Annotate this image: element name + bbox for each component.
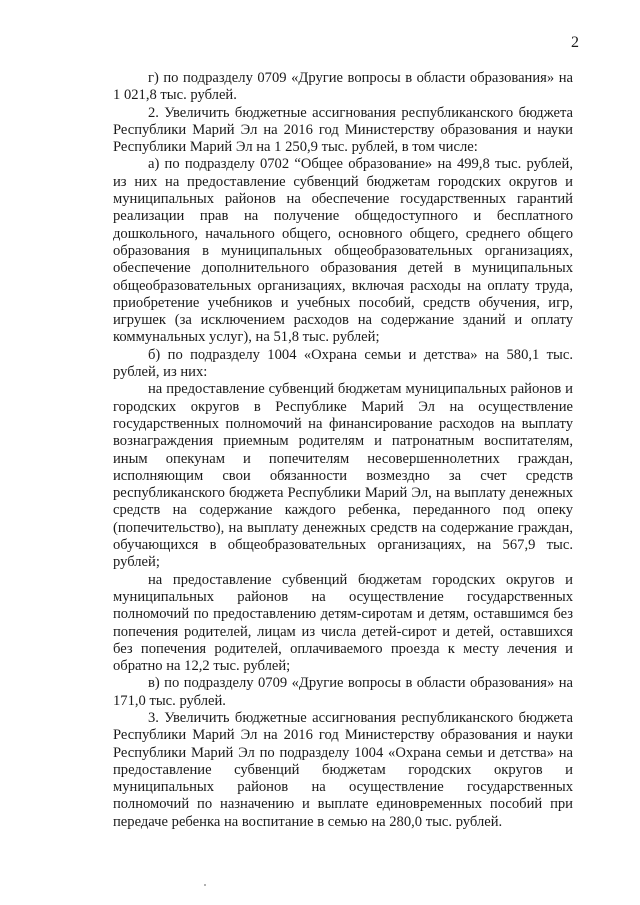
paragraph-item-b-1004: б) по подразделу 1004 «Охрана семьи и детства» на 580,1 тыс. рублей, из них: bbox=[113, 346, 573, 381]
scan-artifact-dot bbox=[204, 884, 206, 886]
page-number: 2 bbox=[571, 34, 579, 51]
paragraph-subvention-orphans-travel: на предоставление субвенций бюджетам городских округов и муниципальных районов на осуществление государственных полномочий по предоставлению детям-сиротам и детям, оставшимся без попечения родителей, лицам из числа детей-сирот и детей, оставшихся без попечения родителей, оплачиваемого проезда к месту лечения и обратно на 12,2 тыс. рублей; bbox=[113, 571, 573, 675]
paragraph-2-increase: 2. Увеличить бюджетные ассигнования республиканского бюджета Республики Марий Эл на 2016 год Министерству образования и науки Республики Марий Эл на 1 250,9 тыс. рублей, в том числе: bbox=[113, 104, 573, 156]
paragraph-item-v-0709: в) по подразделу 0709 «Другие вопросы в области образования» на 171,0 тыс. рублей. bbox=[113, 675, 573, 709]
paragraph-subvention-guardians: на предоставление субвенций бюджетам муниципальных районов и городских округов в Республике Марий Эл на осуществление государственных полномочий на финансирование расходов на выплату вознаграждения приемным родителям и патронатным воспитателям, иным опекунам и попечителям несовершеннолетних граждан, исполняющим свои обязанности возмездно за счет средств республиканского бюджета Республики Марий Эл, на выплату денежных средств на содержание каждого ребенка, переданного под опеку (попечительство), на выплату денежных средств на содержание граждан, обучающихся в общеобразовательных организациях, на 567,9 тыс. рублей; bbox=[113, 381, 573, 571]
paragraph-3-increase: 3. Увеличить бюджетные ассигнования республиканского бюджета Республики Марий Эл на 2016 год Министерству образования и науки Республики Марий Эл по подразделу 1004 «Охрана семьи и детства» на предоставление субвенций бюджетам городских округов и муниципальных районов на осуществление государственных полномочий по назначению и выплате единовременных пособий при передаче ребенка на воспитание в семью на 280,0 тыс. рублей. bbox=[113, 709, 573, 830]
paragraph-item-a-0702: а) по подразделу 0702 “Общее образование» на 499,8 тыс. рублей, из них на предоставление субвенций бюджетам городских округов и муниципальных районов на обеспечение государственных гарантий реализации прав на получение общедоступного и бесплатного дошкольного, начального общего, основного общего, среднего общего образования в муниципальных общеобразовательных организациях, обеспечение дополнительного образования детей в муниципальных общеобразовательных организациях, включая расходы на оплату труда, приобретение учебников и учебных пособий, средств обучения, игр, игрушек (за исключением расходов на содержание зданий и оплату коммунальных услуг), на 51,8 тыс. рублей; bbox=[113, 156, 573, 346]
document-body bbox=[113, 70, 573, 831]
paragraph-item-g-0709: г) по подразделу 0709 «Другие вопросы в области образования» на 1 021,8 тыс. рублей. bbox=[113, 70, 573, 104]
